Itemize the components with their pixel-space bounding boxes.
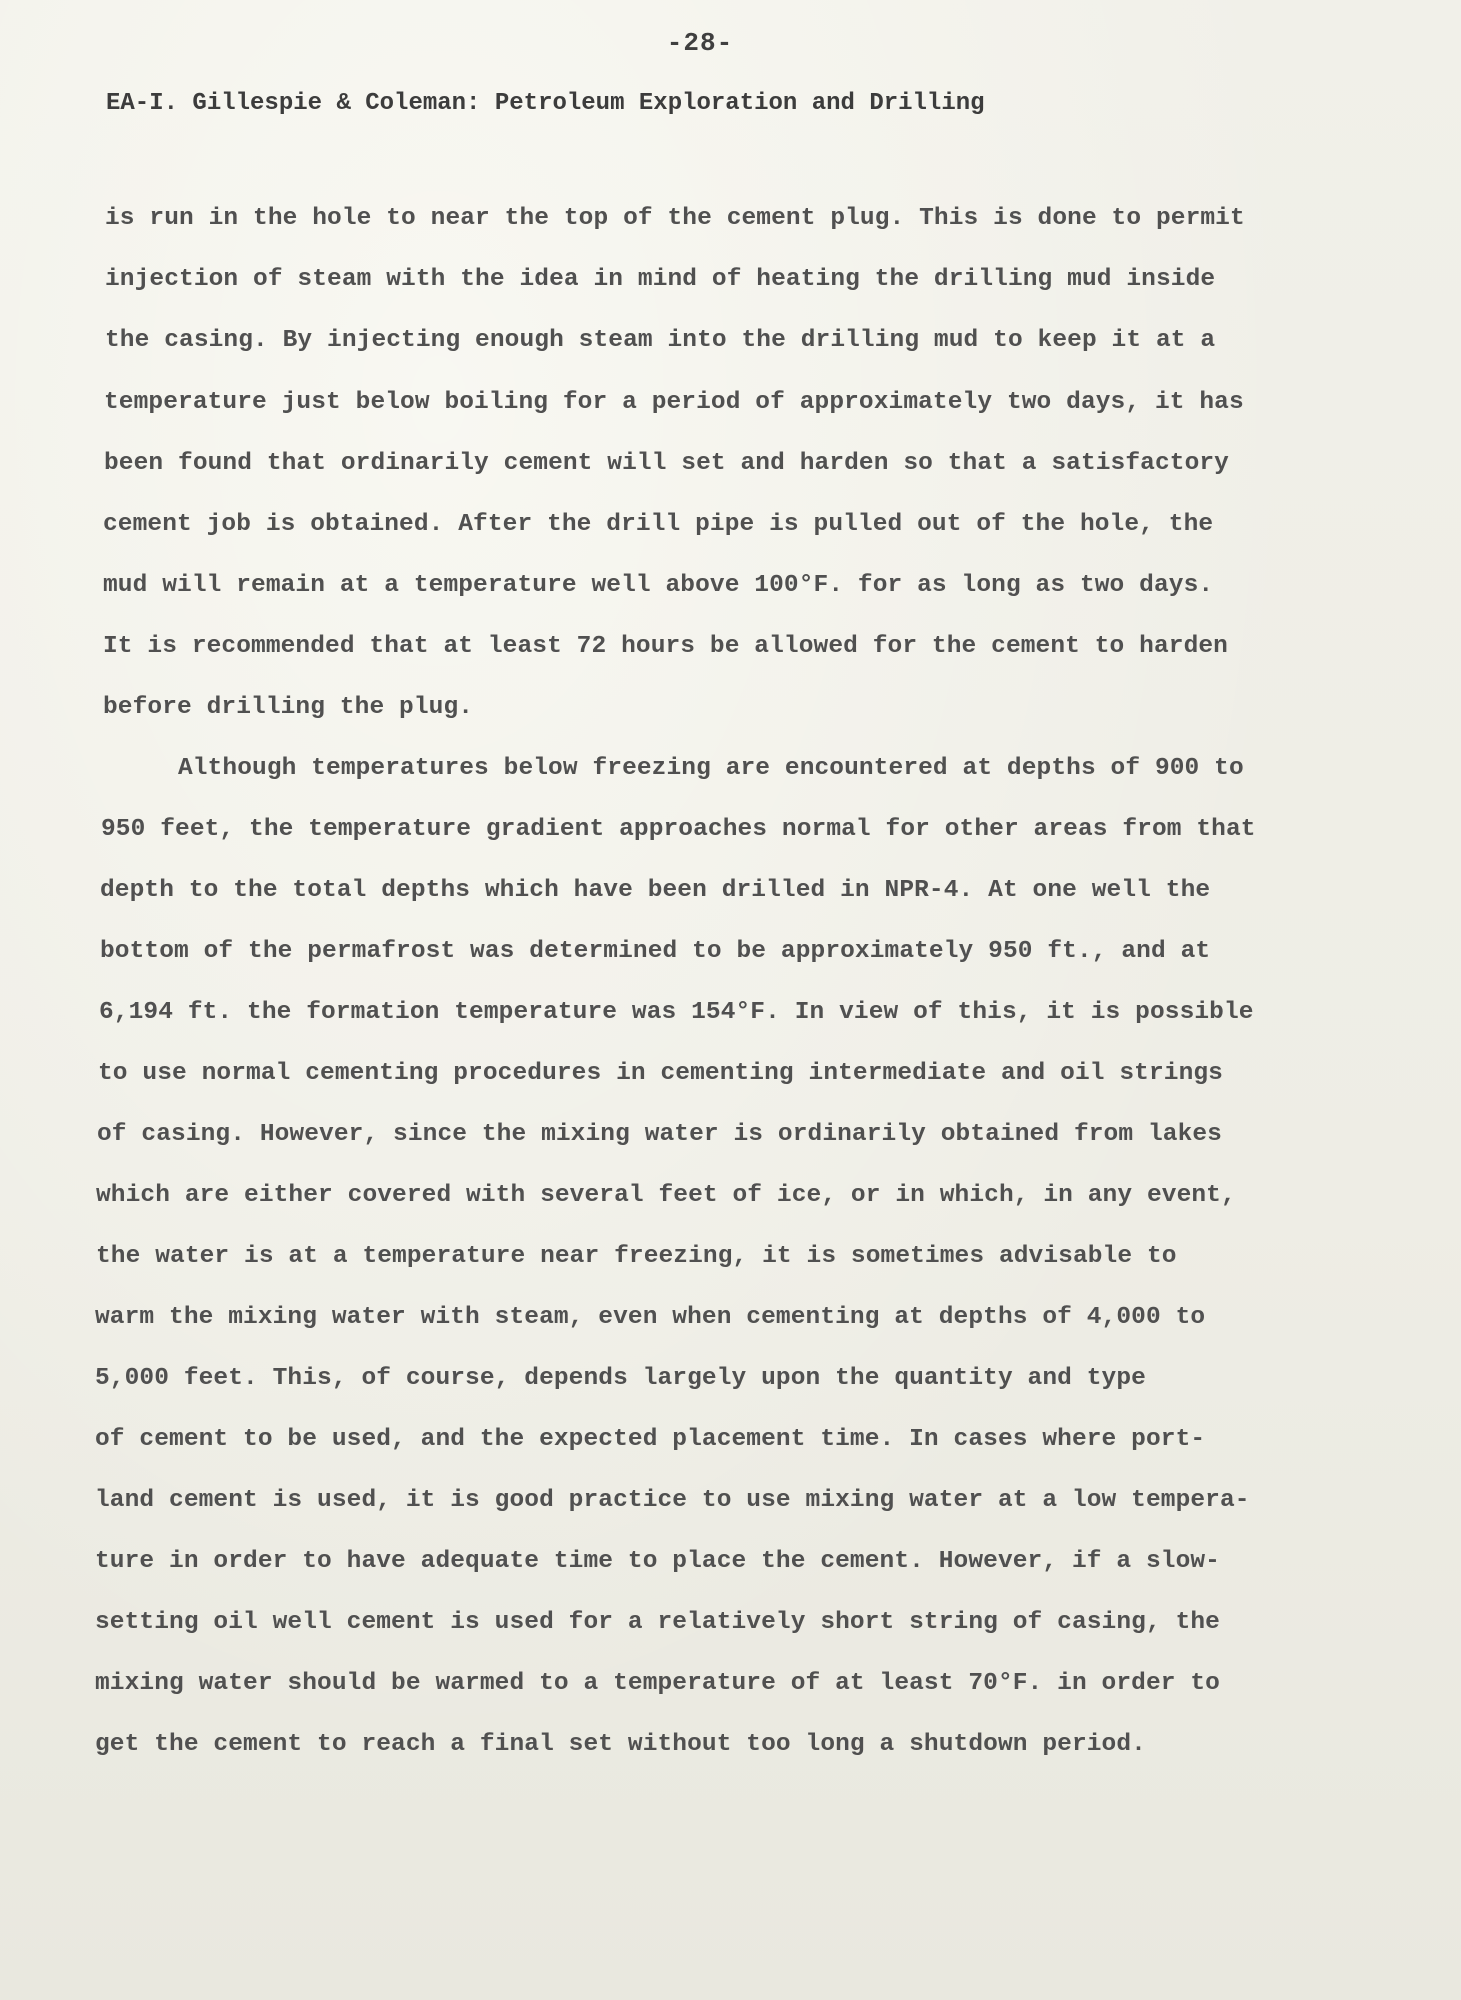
- text-line: injection of steam with the idea in mind of heating the drilling mud inside: [105, 266, 1216, 293]
- text-line: to use normal cementing procedures in cementing intermediate and oil strings: [98, 1060, 1223, 1087]
- text-line: land cement is used, it is good practice to use mixing water at a low tempera-: [95, 1487, 1250, 1514]
- text-line: the casing. By injecting enough steam into the drilling mud to keep it at a: [105, 327, 1216, 354]
- text-line: get the cement to reach a final set without too long a shutdown period.: [95, 1731, 1146, 1758]
- text-line: before drilling the plug.: [103, 694, 474, 721]
- text-line: of casing. However, since the mixing water is ordinarily obtained from lakes: [97, 1121, 1222, 1148]
- text-line: mud will remain at a temperature well above 100°F. for as long as two days.: [103, 572, 1214, 599]
- text-line: depth to the total depths which have been drilled in NPR-4. At one well the: [100, 877, 1211, 904]
- text-line: the water is at a temperature near freezing, it is sometimes advisable to: [96, 1243, 1177, 1270]
- text-line: warm the mixing water with steam, even when cementing at depths of 4,000 to: [95, 1304, 1206, 1331]
- text-line: of cement to be used, and the expected placement time. In cases where port-: [95, 1426, 1206, 1453]
- text-line: 5,000 feet. This, of course, depends largely upon the quantity and type: [95, 1365, 1146, 1392]
- running-header: EA-I. Gillespie & Coleman: Petroleum Exploration and Drilling: [106, 90, 985, 117]
- text-line: been found that ordinarily cement will set and harden so that a satisfactory: [104, 450, 1229, 477]
- text-line: ture in order to have adequate time to place the cement. However, if a slow-: [95, 1548, 1220, 1575]
- text-line: Although temperatures below freezing are encountered at depths of 900 to: [178, 755, 1244, 782]
- text-line: setting oil well cement is used for a relatively short string of casing, the: [95, 1609, 1220, 1636]
- text-line: bottom of the permafrost was determined to be approximately 950 ft., and at: [100, 938, 1211, 965]
- text-line: is run in the hole to near the top of the cement plug. This is done to permit: [105, 205, 1245, 232]
- text-line: which are either covered with several feet of ice, or in which, in any event,: [96, 1182, 1236, 1209]
- text-line: temperature just below boiling for a period of approximately two days, it has: [104, 389, 1244, 416]
- text-line: mixing water should be warmed to a temperature of at least 70°F. in order to: [95, 1670, 1220, 1697]
- text-line: It is recommended that at least 72 hours be allowed for the cement to harden: [103, 633, 1228, 660]
- text-line: cement job is obtained. After the drill pipe is pulled out of the hole, the: [103, 511, 1214, 538]
- text-line: 6,194 ft. the formation temperature was 154°F. In view of this, it is possible: [99, 999, 1254, 1026]
- page-number: -28-: [666, 28, 734, 58]
- text-line: 950 feet, the temperature gradient approaches normal for other areas from that: [101, 816, 1256, 843]
